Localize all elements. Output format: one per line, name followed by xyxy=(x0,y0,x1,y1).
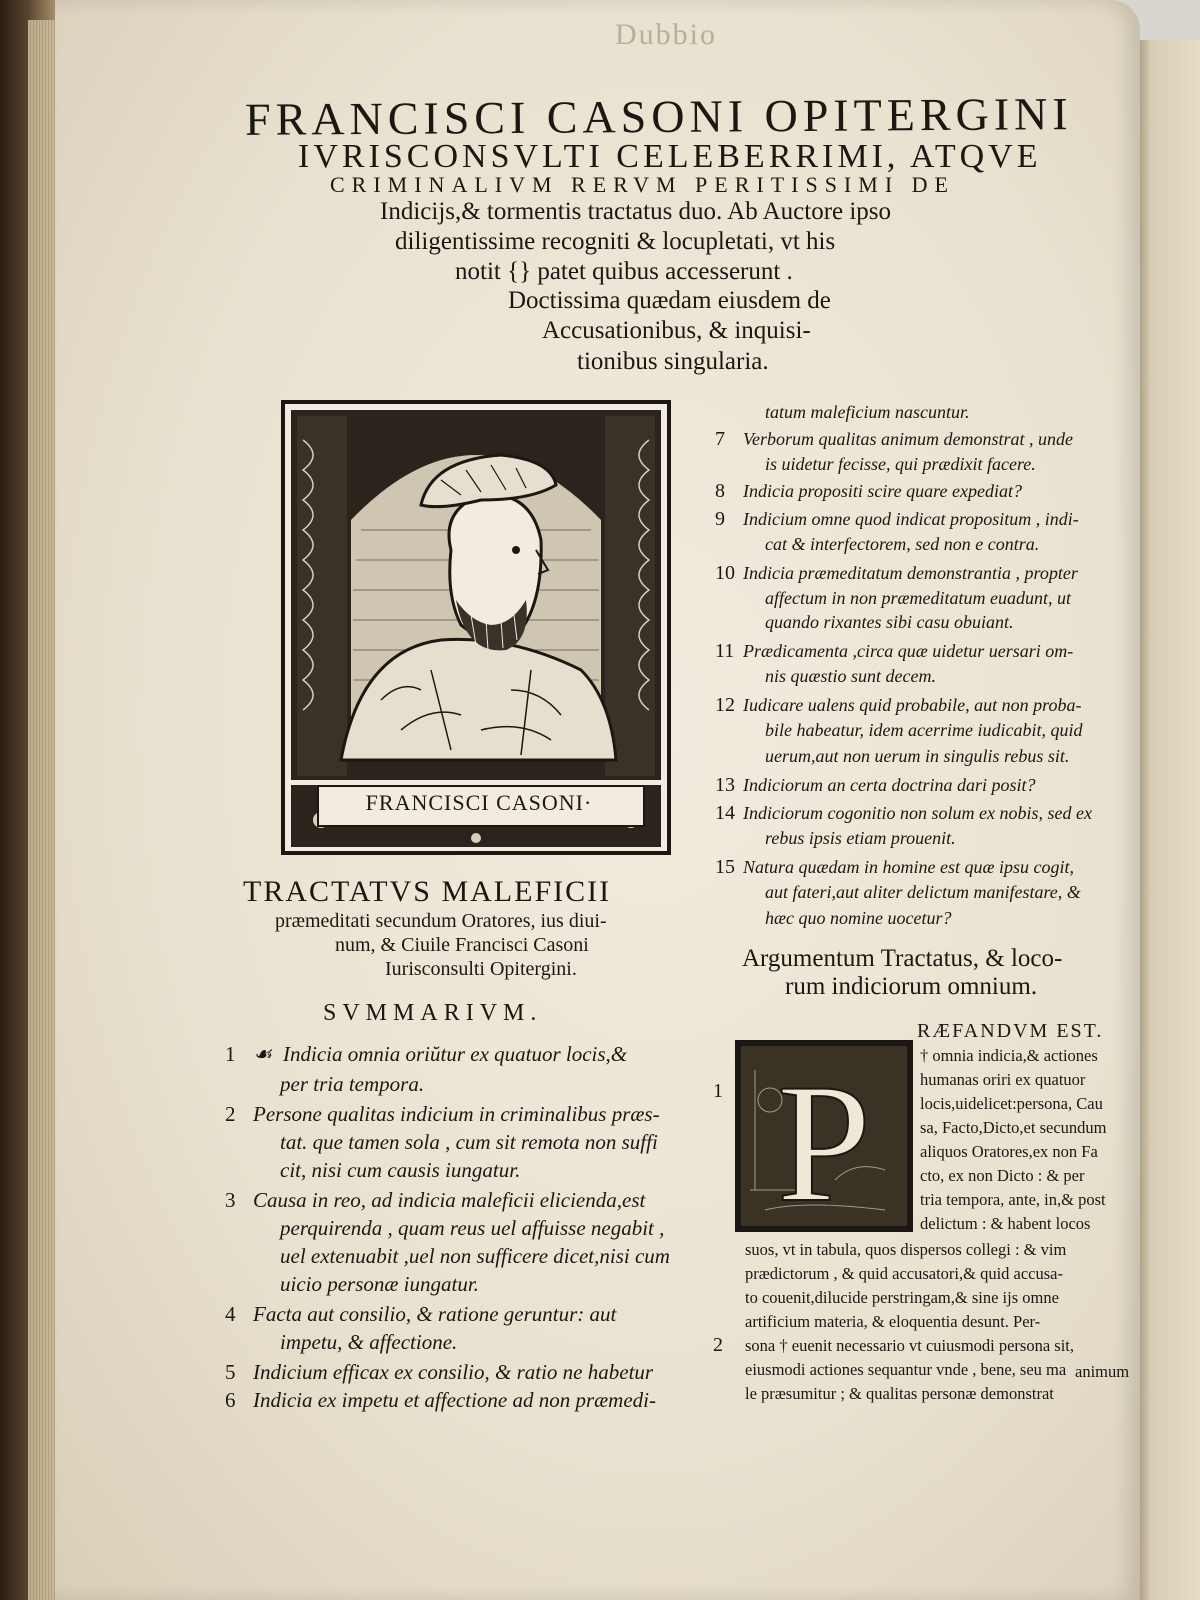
summary-item xyxy=(715,774,1035,797)
summary-item xyxy=(225,1042,627,1067)
margin-number: 2 xyxy=(713,1334,723,1356)
item-number: 7 xyxy=(715,428,725,450)
title-line-6: notit {} patet quibus accesserunt . xyxy=(455,258,793,285)
item-text: Verborum qualitas animum demonstrat , unde xyxy=(743,429,1073,449)
summary-item xyxy=(715,802,1092,825)
fleuron-icon: ☙ xyxy=(253,1042,272,1066)
catchword: animum xyxy=(1075,1362,1130,1381)
item-number: 6 xyxy=(225,1388,236,1412)
argumentum-heading-line: rum indiciorum omnium. xyxy=(785,973,1038,1000)
body-line: prædictorum , & quid accusatori,& quid accusa- xyxy=(745,1264,1063,1283)
margin-number: 1 xyxy=(713,1080,723,1102)
summary-item xyxy=(715,856,1074,879)
body-line: delictum : & habent locos xyxy=(920,1214,1091,1233)
argumentum-heading-line: Argumentum Tractatus, & loco- xyxy=(742,945,1063,972)
body-line: le præsumitur ; & qualitas personæ demonstrat xyxy=(745,1384,1054,1403)
item-text: Persone qualitas indicium in criminalibus præs- xyxy=(253,1102,660,1126)
title-line-2: IVRISCONSVLTI CELEBERRIMI, ATQVE xyxy=(298,138,1042,175)
item-number: 15 xyxy=(715,856,735,878)
item-number: 4 xyxy=(225,1302,236,1326)
item-number: 9 xyxy=(715,508,725,530)
tractatus-subtitle-line: præmeditati secundum Oratores, ius diui- xyxy=(275,910,607,932)
summary-item xyxy=(715,640,1073,663)
bleed-through-text: Dubbio xyxy=(615,18,717,51)
item-text: Facta aut consilio, & ratione geruntur: aut xyxy=(253,1302,617,1326)
item-text: Indicium omne quod indicat propositum , indi- xyxy=(743,509,1079,529)
item-text-cont: cit, nisi cum causis iungatur. xyxy=(280,1158,521,1182)
item-text-cont: affectum in non præmeditatum euadunt, ut xyxy=(765,588,1071,608)
item-text-cont: rebus ipsis etiam prouenit. xyxy=(765,828,956,848)
item-text-cont: uel extenuabit ,uel non sufficere dicet,nisi cum xyxy=(280,1244,670,1268)
item-number: 1 xyxy=(225,1042,236,1066)
item-text-cont: hæc quo nomine uocetur? xyxy=(765,908,952,928)
item-text-cont: uerum,aut non uerum in singulis rebus sit. xyxy=(765,746,1070,766)
item-text-cont: aut fateri,aut aliter delictum manifestare, & xyxy=(765,882,1081,902)
body-line: suos, vt in tabula, quos dispersos collegi : & vim xyxy=(745,1240,1067,1259)
summary-item xyxy=(225,1302,616,1327)
summary-item xyxy=(225,1188,645,1213)
body-line: tria tempora, ante, in,& post xyxy=(920,1190,1106,1209)
summarium-heading: SVMMARIVM. xyxy=(323,1000,543,1026)
item-number: 5 xyxy=(225,1360,236,1384)
drop-cap-letter: P xyxy=(776,1049,872,1232)
body-line: † omnia indicia,& actiones xyxy=(920,1046,1098,1065)
item-number: 10 xyxy=(715,562,735,584)
summary-item xyxy=(715,562,1078,585)
body-line: sa, Facto,Dicto,et secundum xyxy=(920,1118,1107,1137)
item-text: Indiciorum cogonitio non solum ex nobis, sed ex xyxy=(743,803,1092,823)
tractatus-title: TRACTATVS MALEFICII xyxy=(243,875,612,908)
summary-item xyxy=(715,508,1079,531)
body-line: to couenit,dilucide perstringam,& sine ijs omne xyxy=(745,1288,1059,1307)
item-text-cont: is uidetur fecisse, qui prædixit facere. xyxy=(765,454,1036,474)
tractatus-subtitle-line: Iurisconsulti Opitergini. xyxy=(385,958,577,980)
book-page xyxy=(55,0,1140,1600)
item-text: Indicia omnia oriŭtur ex quatuor locis,& xyxy=(283,1042,628,1066)
item-text: Indicia propositi scire quare expediat? xyxy=(743,481,1022,501)
item-text: Natura quædam in homine est quæ ipsu cogit, xyxy=(743,857,1075,877)
item-text-cont: cat & interfectorem, sed non e contra. xyxy=(765,534,1040,554)
item-text: Indicia ex impetu et affectione ad non præmedi- xyxy=(253,1388,656,1412)
item-number: 14 xyxy=(715,802,735,824)
item-number: 11 xyxy=(715,640,735,662)
summary-item xyxy=(225,1388,656,1413)
title-line-4: Indicijs,& tormentis tractatus duo. Ab Auctore ipso xyxy=(380,198,892,225)
item-text-cont: quando rixantes sibi casu obuiant. xyxy=(765,612,1014,632)
body-line: sona † euenit necessario vt cuiusmodi persona sit, xyxy=(745,1336,1075,1355)
decorated-initial xyxy=(735,1040,913,1232)
tractatus-subtitle-line: num, & Ciuile Francisci Casoni xyxy=(335,934,589,956)
item-text-cont: tat. que tamen sola , cum sit remota non suffi xyxy=(280,1130,658,1154)
body-heading: RÆFANDVM EST. xyxy=(917,1020,1104,1042)
body-line: eiusmodi actiones sequantur vnde , bene, seu ma xyxy=(745,1360,1067,1379)
item-text-cont: impetu, & affectione. xyxy=(280,1330,458,1354)
summary-item xyxy=(225,1102,660,1127)
item-text-cont: nis quæstio sunt decem. xyxy=(765,666,936,686)
item-text-cont: bile habeatur, idem acerrime iudicabit, quid xyxy=(765,720,1083,740)
portrait-caption: FRANCISCI CASONI· xyxy=(365,790,593,815)
title-line-3: CRIMINALIVM RERVM PERITISSIMI DE xyxy=(330,172,955,197)
item-text-cont: per tria tempora. xyxy=(280,1072,425,1096)
item-text: Causa in reo, ad indicia maleficii elicienda,est xyxy=(253,1188,646,1212)
item-text: Indiciorum an certa doctrina dari posit? xyxy=(743,775,1036,795)
title-line-7: Doctissima quædam eiusdem de xyxy=(508,287,831,314)
summary-item xyxy=(715,428,1073,451)
body-line: aliquos Oratores,ex non Fa xyxy=(920,1142,1098,1161)
item-text: Indicium efficax ex consilio, & ratio ne habetur xyxy=(253,1360,654,1384)
item-number: 2 xyxy=(225,1102,236,1126)
title-line-5: diligentissime recogniti & locupletati, vt his xyxy=(395,228,836,255)
item-number: 13 xyxy=(715,774,735,796)
item-number: 3 xyxy=(225,1188,236,1212)
item-text: Prædicamenta ,circa quæ uidetur uersari om- xyxy=(743,641,1074,661)
item-number: 8 xyxy=(715,480,725,502)
body-line: cto, ex non Dicto : & per xyxy=(920,1166,1085,1185)
title-line-9: tionibus singularia. xyxy=(577,348,769,375)
item-number: 12 xyxy=(715,694,735,716)
title-line-8: Accusationibus, & inquisi- xyxy=(542,317,811,344)
item-text-cont: perquirenda , quam reus uel affuisse negabit , xyxy=(280,1216,665,1240)
summary-item xyxy=(715,480,1022,503)
body-line: artificium materia, & eloquentia desunt. Per- xyxy=(745,1312,1041,1331)
body-line: humanas oriri ex quatuor xyxy=(920,1070,1086,1089)
item-text: Indicia præmeditatum demonstrantia , propter xyxy=(743,563,1078,583)
summary-item xyxy=(715,694,1081,717)
item-text-cont: uicio personæ iungatur. xyxy=(280,1272,479,1296)
item-text: Iudicare ualens quid probabile, aut non proba- xyxy=(743,695,1082,715)
body-line: locis,uidelicet:persona, Cau xyxy=(920,1094,1103,1113)
title-line-1: FRANCISCI CASONI OPITERGINI xyxy=(244,88,1073,145)
item-text-cont: tatum maleficium nascuntur. xyxy=(765,402,970,422)
summary-item xyxy=(225,1360,653,1385)
